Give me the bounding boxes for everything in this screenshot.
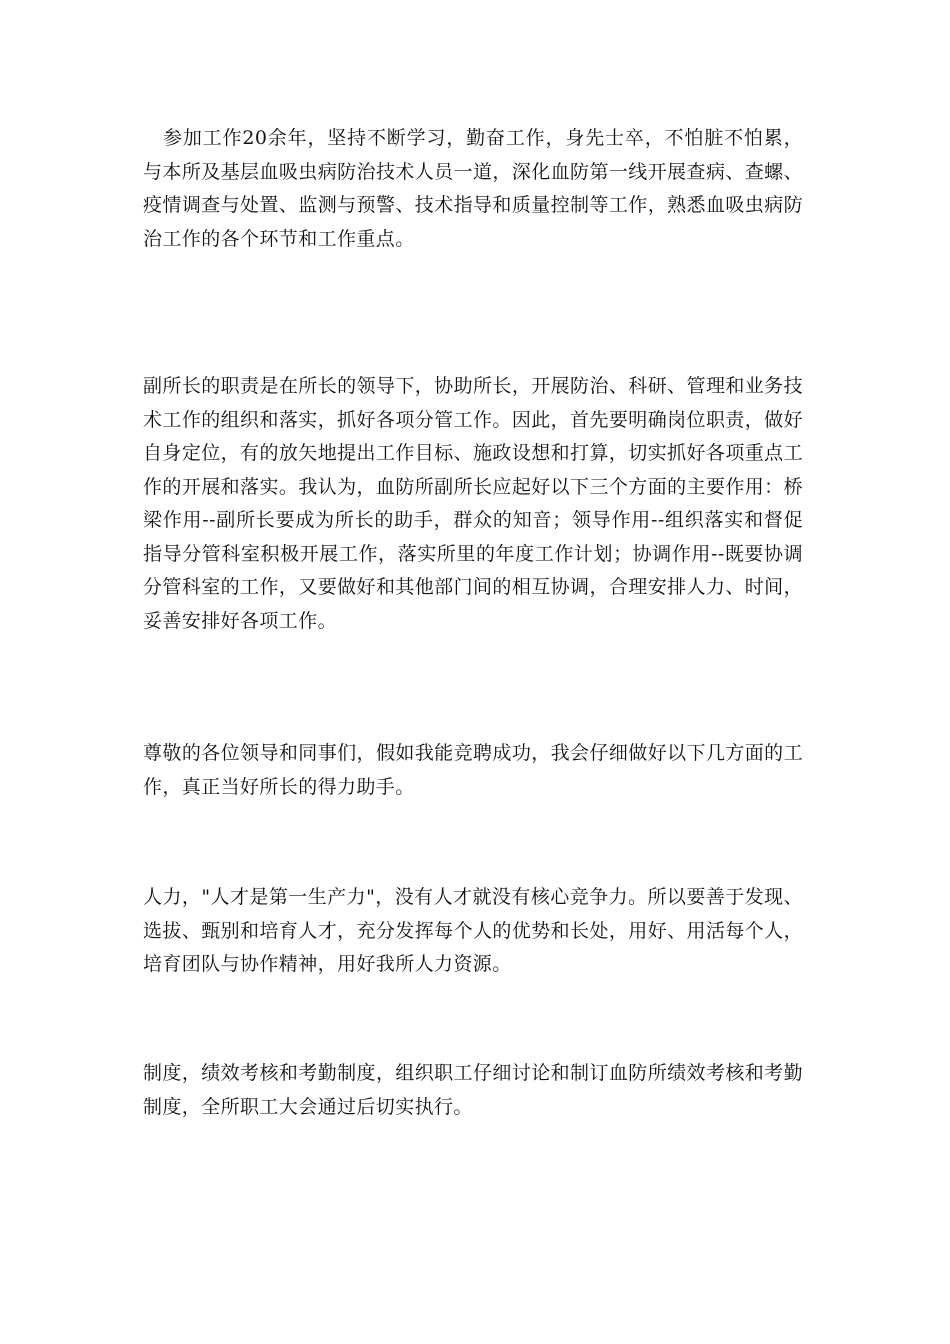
paragraph-system-rules: 制度，绩效考核和考勤制度，组织职工仔细讨论和制订血防所绩效考核和考勤制度，全所职工大会通过后切实执行。 (143, 1062, 803, 1118)
paragraph-deputy-duties: 副所长的职责是在所长的领导下，协助所长，开展防治、科研、管理和业务技术工作的组织和落实，抓好各项分管工作。因此，首先要明确岗位职责，做好自身定位，有的放矢地提出工作目标、施政设想和打算，切实抓好各项重点工作的开展和落实。我认为，血防所副所长应起好以下三个方面的主要作用：桥梁作用--副所长要成为所长的助手，群众的知音；领导作用--组织落实和督促指导分管科室积极开展工作，落实所里的年度工作计划；协调作用--既要协调分管科室的工作，又要做好和其他部门间的相互协调，合理安排人力、时间，妥善安排好各项工作。 (143, 375, 803, 632)
paragraph-address-colleagues: 尊敬的各位领导和同事们，假如我能竞聘成功，我会仔细做好以下几方面的工作，真正当好所长的得力助手。 (143, 742, 803, 798)
paragraph-human-resources: 人力，"人才是第一生产力"，没有人才就没有核心竞争力。所以要善于发现、选拔、甄别和培育人才，充分发挥每个人的优势和长处，用好、用活每个人，培育团队与协作精神，用好我所人力资源。 (143, 886, 803, 975)
paragraph-work-experience: 参加工作20余年，坚持不断学习，勤奋工作，身先士卒，不怕脏不怕累，与本所及基层血吸虫病防治技术人员一道，深化血防第一线开展查病、查螺、疫情调查与处置、监测与预警、技术指导和质量控制等工作，熟悉血吸虫病防治工作的各个环节和工作重点。 (143, 127, 803, 250)
